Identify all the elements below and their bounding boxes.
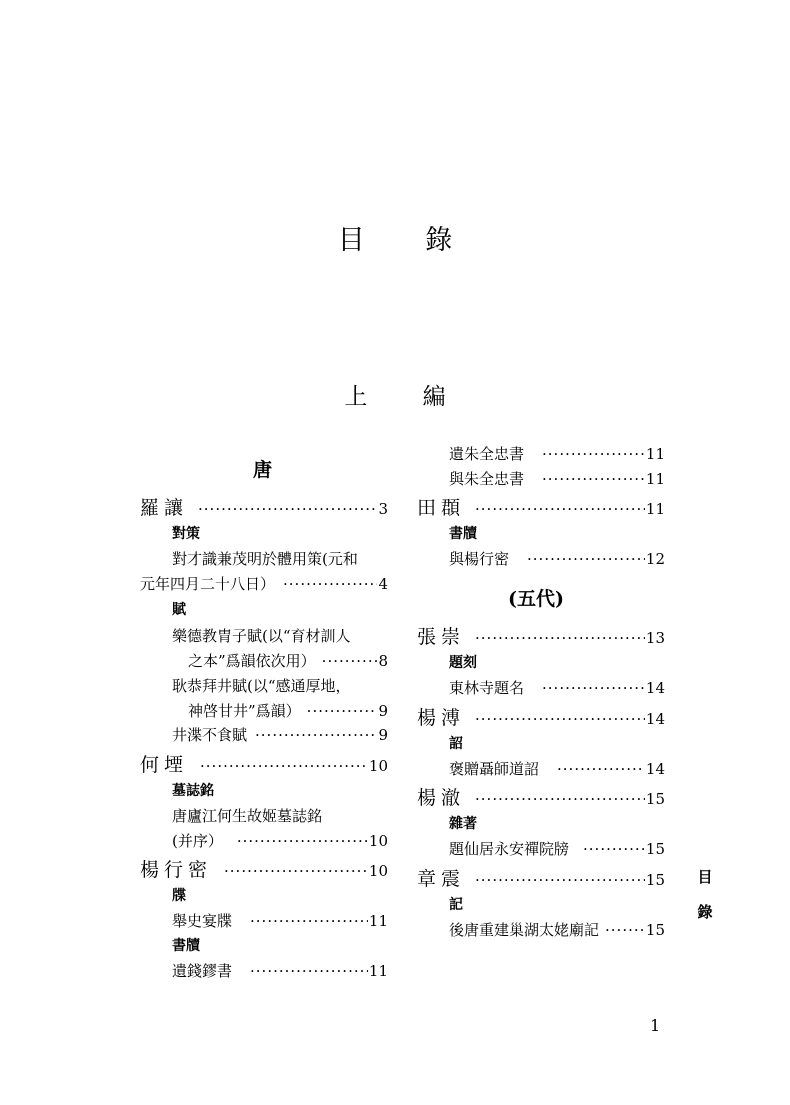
author-name: 楊行密 [140,859,213,881]
dot-leader [322,648,378,674]
toc-entry-tanglu-line2[interactable] [172,828,388,854]
page-ref: 3 [378,500,388,518]
page-number: 1 [650,1016,661,1035]
dot-leader [250,958,368,984]
entry-title: (并序） [172,832,223,850]
toc-author-yangxingmi[interactable] [140,857,388,883]
dot-leader [200,753,368,779]
page-ref: 4 [378,575,388,593]
dot-leader [475,706,645,732]
dot-leader [605,917,645,943]
entry-title: 之本”爲韻依次用） [188,652,316,670]
toc-entry-yizhu[interactable] [449,441,665,467]
entry-title: 與楊行密 [449,550,510,568]
genre-fu: 賦 [172,602,186,618]
genre-die: 牒 [172,888,186,904]
toc-entry-gonggong-line1[interactable]: 耿恭拜井賦(以“感通厚地， [172,677,351,695]
page-ref: 15 [645,921,665,939]
toc-author-heyin[interactable] [140,752,388,778]
dot-leader [475,867,645,893]
dot-leader [475,786,645,812]
entry-title: 元年四月二十八日） [140,575,276,593]
page-ref: 11 [368,962,388,980]
toc-entry-tanglu-line1[interactable]: 唐廬江何生故姬墓誌銘 [172,807,323,825]
side-label-lu: 錄 [697,903,713,921]
page-ref: 9 [378,726,388,744]
toc-entry-houtang[interactable] [449,917,665,943]
dot-leader [475,496,645,522]
author-name: 羅讓 [140,497,189,519]
page-ref: 15 [645,790,665,808]
dot-leader [527,546,645,572]
author-name: 張崇 [417,626,466,648]
page-ref: 12 [645,550,665,568]
toc-entry-tixian[interactable] [449,836,665,862]
page-ref: 8 [378,652,388,670]
toc-entry-duicai-line2[interactable] [140,571,388,597]
dot-leader [250,908,368,934]
dot-leader [307,698,378,724]
page-ref: 14 [645,679,665,697]
entry-title: 井渫不食賦 [172,726,248,744]
toc-entry-jushi[interactable] [172,908,388,934]
author-name: 楊溥 [417,707,466,729]
entry-title: 題仙居永安禪院牓 [449,840,570,858]
toc-entry-yuede-line2[interactable] [188,648,388,674]
side-label-mu: 目 [697,868,713,886]
dot-leader [198,496,377,522]
toc-entry-yuede-line1[interactable]: 樂德教胄子賦(以“育材訓人 [172,627,351,645]
toc-entry-yiqian[interactable] [172,958,388,984]
entry-title: 東林寺題名 [449,679,525,697]
dot-leader [542,466,645,492]
toc-author-luoran[interactable] [140,495,388,521]
toc-entry-duicai-line1[interactable]: 對才識兼茂明於體用策(元和 [172,550,358,568]
toc-author-zhangchong[interactable] [417,624,665,650]
dot-leader [283,571,377,597]
page-ref: 15 [645,871,665,889]
dot-leader [557,756,645,782]
genre-shudu: 書牘 [449,526,477,542]
page-ref: 9 [378,702,388,720]
genre-zhao: 詔 [449,736,463,752]
dot-leader [224,858,368,884]
entry-title: 褒贈聶師道詔 [449,760,540,778]
page-ref: 11 [368,912,388,930]
page-ref: 10 [368,862,388,880]
page-ref: 11 [645,445,665,463]
section-title: 上 編 [344,384,470,410]
author-name: 何堙 [140,754,189,776]
page-ref: 13 [645,629,665,647]
toc-entry-baozeng[interactable] [449,756,665,782]
dot-leader [475,625,645,651]
entry-title: 遺錢鏐書 [172,962,233,980]
page-ref: 15 [645,840,665,858]
toc-entry-yuyang[interactable] [449,546,665,572]
page-ref: 14 [645,760,665,778]
dot-leader [255,722,377,748]
entry-title: 舉史宴牒 [172,912,233,930]
toc-entry-donglin[interactable] [449,675,665,701]
dynasty-heading-wudai: (五代) [508,588,564,610]
entry-title: 與朱全忠書 [449,470,525,488]
author-name: 楊澈 [417,787,466,809]
entry-title: 遺朱全忠書 [449,445,525,463]
genre-ji: 記 [449,897,463,913]
author-name: 田頵 [417,497,466,519]
genre-zazhu: 雜著 [449,816,477,832]
genre-muzhiming: 墓誌銘 [172,783,214,799]
genre-shudu: 書牘 [172,938,200,954]
genre-duice: 對策 [172,526,200,542]
dot-leader [237,828,368,854]
page-ref: 14 [645,710,665,728]
page-title: 目 錄 [337,225,479,256]
entry-title: 神啓甘井”爲韻） [188,702,301,720]
toc-author-yangpu[interactable] [417,705,665,731]
toc-entry-jingxie[interactable] [172,722,388,748]
page-ref: 10 [368,757,388,775]
toc-author-yangche[interactable] [417,785,665,811]
dot-leader [542,675,645,701]
author-name: 章震 [417,868,466,890]
page-ref: 11 [645,500,665,518]
dynasty-heading-tang: 唐 [253,459,273,481]
toc-entry-yuzhu[interactable] [449,466,665,492]
page-ref: 10 [368,832,388,850]
dot-leader [583,836,645,862]
dot-leader [542,441,645,467]
page-ref: 11 [645,470,665,488]
genre-tike: 題刻 [449,655,477,671]
toc-author-zhangzhen[interactable] [417,866,665,892]
toc-entry-gonggong-line2[interactable] [188,698,388,724]
toc-author-tianjun[interactable] [417,495,665,521]
entry-title: 後唐重建巢湖太姥廟記 [449,921,600,939]
